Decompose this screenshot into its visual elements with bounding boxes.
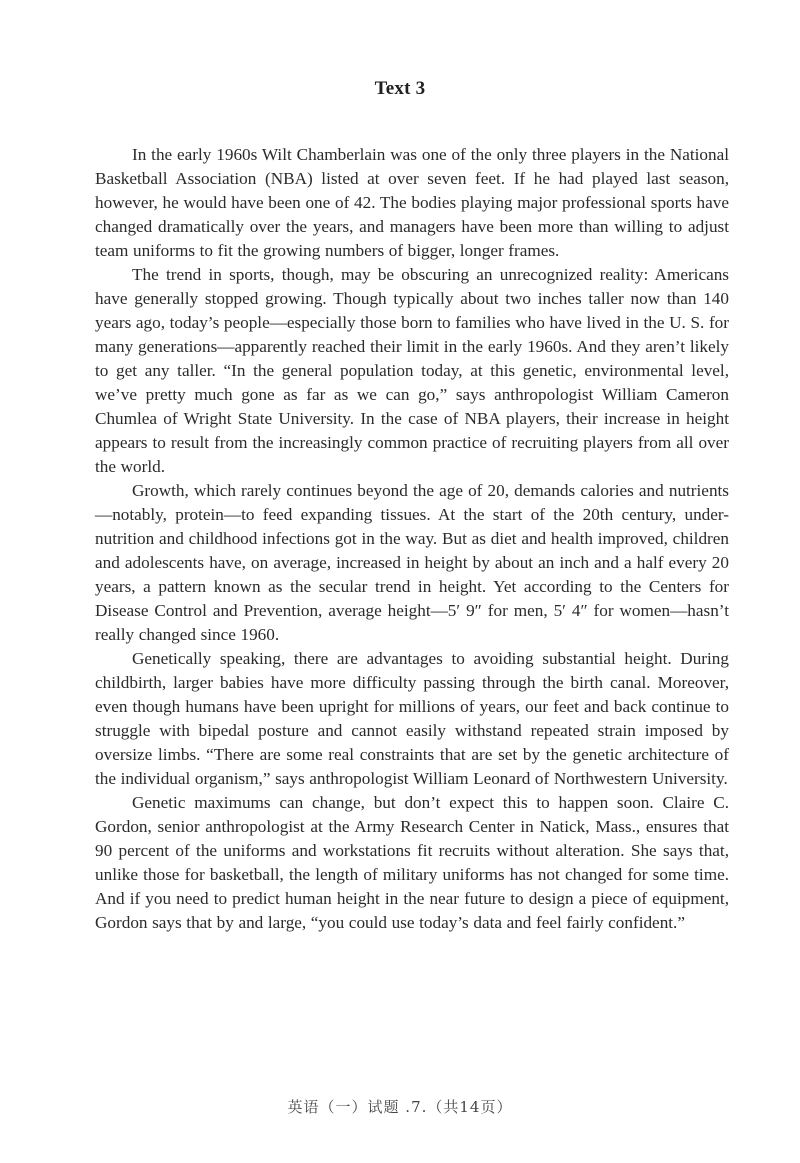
paragraph-2: The trend in sports, though, may be obscuring an unrecognized reality: Americans have generally stopped growing. Though typically about two inches taller now than 140 years ago, today’s people—especially those born to families who have lived in the U. S. for many generations—apparently reached their limit in the early 1960s. And they aren’t likely to get any taller. “In the general population today, at this genetic, environmental level, we’ve pretty much gone as far as we can go,” says anthropologist William Cameron Chumlea of Wright State University. In the case of NBA players, their increase in height appears to result from the increasingly common practice of recruiting players from all over the world. (95, 265, 729, 476)
page-footer: 英语（一）试题 .7.（共14页） (287, 1098, 513, 1116)
page-title: Text 3 (374, 78, 426, 99)
paragraph-4: Genetically speaking, there are advantages to avoiding substantial height. During childbirth, larger babies have more difficulty passing through the birth canal. Moreover, even though humans have been upright for millions of years, our feet and back continue to struggle with bipedal posture and cannot easily withstand repeated strain imposed by oversize limbs. “There are some real constraints that are set by the genetic architecture of the individual organism,” says anthropologist William Leonard of Northwestern University. (95, 649, 729, 788)
paragraph-3: Growth, which rarely continues beyond the age of 20, demands calories and nutrients—notably, protein—to feed expanding tissues. At the start of the 20th century, under-nutrition and childhood infections got in the way. But as diet and health improved, children and adolescents have, on average, increased in height by about an inch and a half every 20 years, a pattern known as the secular trend in height. Yet according to the Centers for Disease Control and Prevention, average height—5′ 9″ for men, 5′ 4″ for women—hasn’t really changed since 1960. (95, 481, 729, 644)
paragraph-1: In the early 1960s Wilt Chamberlain was one of the only three players in the National Basketball Association (NBA) listed at over seven feet. If he had played last season, however, he would have been one of 42. The bodies playing major professional sports have changed dramatically over the years, and managers have been more than willing to adjust team uniforms to fit the growing numbers of bigger, longer frames. (95, 145, 729, 260)
article-body (95, 143, 729, 935)
paragraph-5: Genetic maximums can change, but don’t expect this to happen soon. Claire C. Gordon, senior anthropologist at the Army Research Center in Natick, Mass., ensures that 90 percent of the uniforms and workstations fit recruits without alteration. She says that, unlike those for basketball, the length of military uniforms has not changed for some time. And if you need to predict human height in the near future to design a piece of equipment, Gordon says that by and large, “you could use today’s data and feel fairly confident.” (95, 793, 729, 932)
